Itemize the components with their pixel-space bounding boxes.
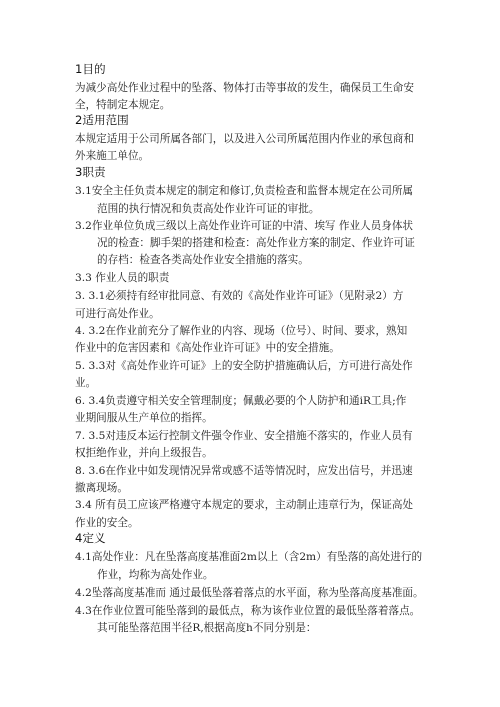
paragraph-line: 业。	[75, 377, 97, 389]
paragraph-line: 作业，均称为高处作业。	[97, 569, 214, 581]
paragraph-line: 3.3 作业人员的职责	[75, 272, 170, 284]
paragraph-line: 3.2作业单位负成三级以上高处作业许可证的中清、埃写 作业人员身体状	[75, 220, 414, 232]
paragraph-line: 4.1高处作业：凡在坠落高度基准面2m以上（含2m）有坠落的高处进行的	[75, 551, 423, 563]
paragraph-line: 外来施工单位。	[75, 150, 150, 162]
paragraph-line: 作业中的危害因素和《高处作业许可证》中的安全措施。	[75, 342, 340, 354]
paragraph-line: 撤离现场。	[75, 482, 128, 494]
paragraph-line: 3.1安全主任负责本规定的制定和修订,负责检查和监督本规定在公司所属	[75, 185, 414, 197]
paragraph-line: 况的检查：脚手架的搭建和检查：高处作业方案的制定、作业许可证	[97, 237, 415, 249]
paragraph-line: 范围的执行情况和负责高处作业许可证的审批。	[97, 203, 320, 215]
paragraph-line: 业期间服从生产单位的指挥。	[75, 412, 213, 424]
section-heading-definitions: 4定义	[75, 531, 106, 545]
section-heading-responsibilities: 3职责	[75, 165, 106, 179]
paragraph-line: 权拒绝作业，并向上级报告。	[75, 447, 213, 459]
paragraph-line: 全，特制定本规定。	[75, 99, 171, 111]
paragraph-line: 4.3在作业位置可能坠落到的最低点，称为该作业位置的最低坠落着落点。	[75, 605, 421, 617]
paragraph-line: 4.2坠落高度基准而 通过最低坠落着落点的水平面，称为坠落高度基准面。	[75, 587, 424, 599]
paragraph-line: 的存档：检查各类高处作业安全措施的落实。	[97, 254, 309, 266]
paragraph-line: 8. 3.6在作业中如发现情况异常或感不适等情况时，应发出信号，并迅速	[75, 465, 413, 477]
paragraph-line: 为减少高处作业过程中的坠落、物体打击等事故的发生，确保员工生命安	[75, 82, 414, 94]
paragraph-line: 作业的安全。	[75, 517, 139, 529]
paragraph-line: 3. 3.1必须持有经审批同意、有效的《高处作业许可证》（见附录2）方	[75, 290, 404, 302]
paragraph-line: 3.4 所有员工应该严格遵守本规定的要求，主动制止违章行为，保证高处	[75, 499, 414, 511]
paragraph-line: 6. 3.4负责遵守相关安全管理制度；佩戴必要的个人防护和通iR工具;作	[75, 395, 407, 407]
paragraph-line: 本规定适用于公司所属各部门，以及进入公司所属范围内作业的承包商和	[75, 133, 414, 145]
section-heading-scope: 2适用范围	[75, 113, 129, 127]
paragraph-line: 4. 3.2在作业前充分了解作业的内容、现场（位号）、时间、要求，熟知	[75, 325, 408, 337]
paragraph-line: 可进行高处作业。	[75, 308, 160, 320]
paragraph-line: 其可能坠落范围半径R,根据高度h不同分别是：	[97, 622, 317, 634]
section-heading-purpose: 1目的	[75, 62, 106, 76]
paragraph-line: 7. 3.5对违反本运行控制文件强令作业、安全措施不落实的，作业人员有	[75, 430, 413, 442]
paragraph-line: 5. 3.3对《高处作业许可证》上的安全防护措施确认后，方可进行高处作	[75, 360, 413, 372]
